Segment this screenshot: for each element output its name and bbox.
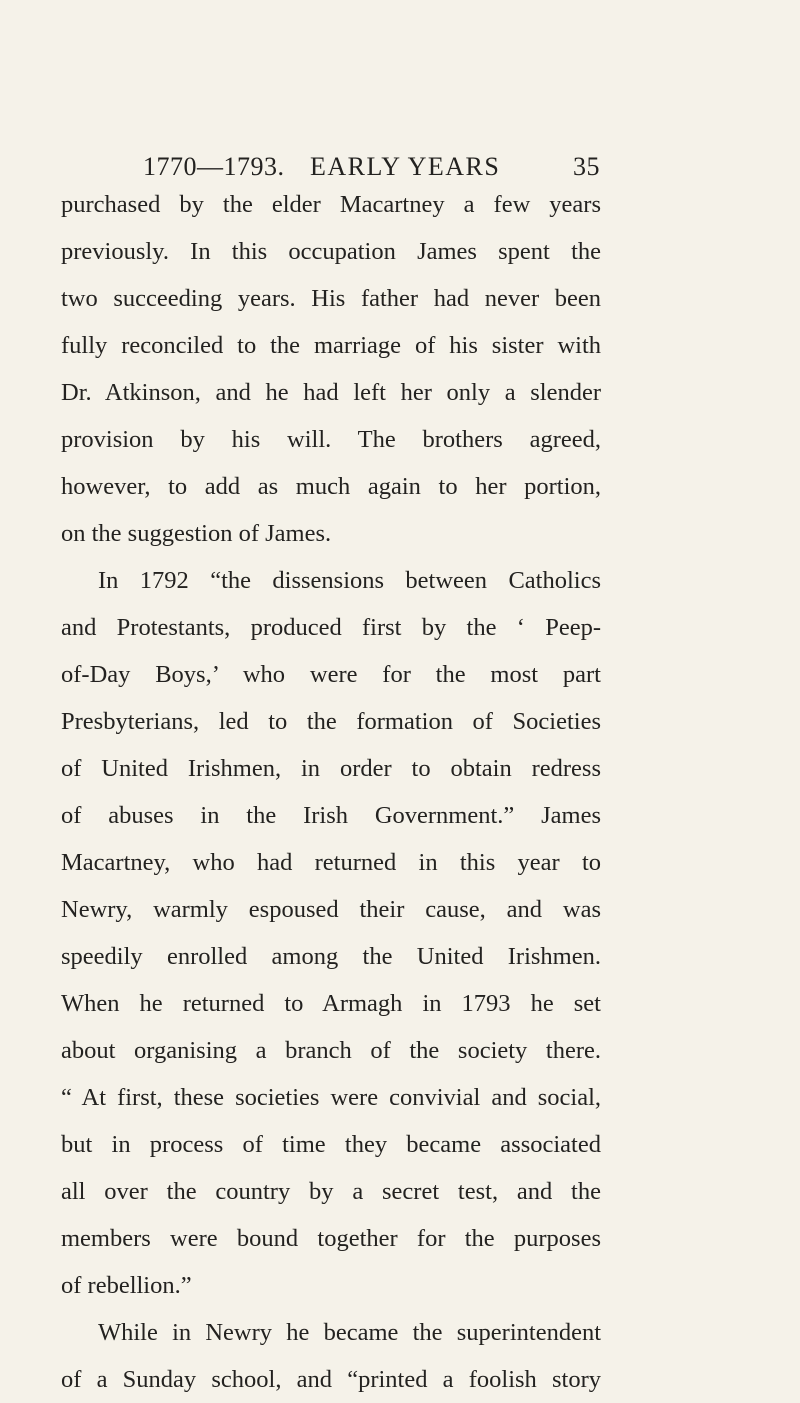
text-line: provision by his will. The brothers agreed, — [61, 426, 601, 453]
text-line: about organising a branch of the society there. — [61, 1037, 601, 1064]
text-line: of a Sunday school, and “printed a foolish story — [61, 1366, 601, 1393]
text-line: Newry, warmly espoused their cause, and was — [61, 896, 601, 923]
text-line: While in Newry he became the superintendent — [98, 1319, 601, 1346]
text-line: When he returned to Armagh in 1793 he set — [61, 990, 601, 1017]
text-line: of United Irishmen, in order to obtain redress — [61, 755, 601, 782]
page-number: 35 — [573, 152, 600, 181]
text-line: Presbyterians, led to the formation of Societies — [61, 708, 601, 735]
text-line: but in process of time they became associated — [61, 1131, 601, 1158]
text-line: “ At first, these societies were convivial and social, — [61, 1084, 601, 1111]
text-line: of-Day Boys,’ who were for the most part — [61, 661, 601, 688]
text-line: Macartney, who had returned in this year to — [61, 849, 601, 876]
text-line: members were bound together for the purposes — [61, 1225, 601, 1252]
text-line: speedily enrolled among the United Irishmen. — [61, 943, 601, 970]
text-line: of abuses in the Irish Government.” James — [61, 802, 601, 829]
header-title: EARLY YEARS — [310, 152, 501, 181]
text-line: previously. In this occupation James spent the — [61, 238, 601, 265]
text-line: however, to add as much again to her portion, — [61, 473, 601, 500]
text-line: and Protestants, produced first by the ‘ Peep- — [61, 614, 601, 641]
text-line: all over the country by a secret test, and the — [61, 1178, 601, 1205]
text-line: purchased by the elder Macartney a few years — [61, 191, 601, 218]
text-line: In 1792 “the dissensions between Catholics — [98, 567, 601, 594]
header-years: 1770—1793. — [143, 152, 285, 181]
text-line: of rebellion.” — [61, 1272, 192, 1299]
text-line: two succeeding years. His father had never been — [61, 285, 601, 312]
body-text — [61, 181, 601, 1403]
text-line: Dr. Atkinson, and he had left her only a slender — [61, 379, 601, 406]
text-line: fully reconciled to the marriage of his sister with — [61, 332, 601, 359]
text-line: on the suggestion of James. — [61, 520, 332, 547]
